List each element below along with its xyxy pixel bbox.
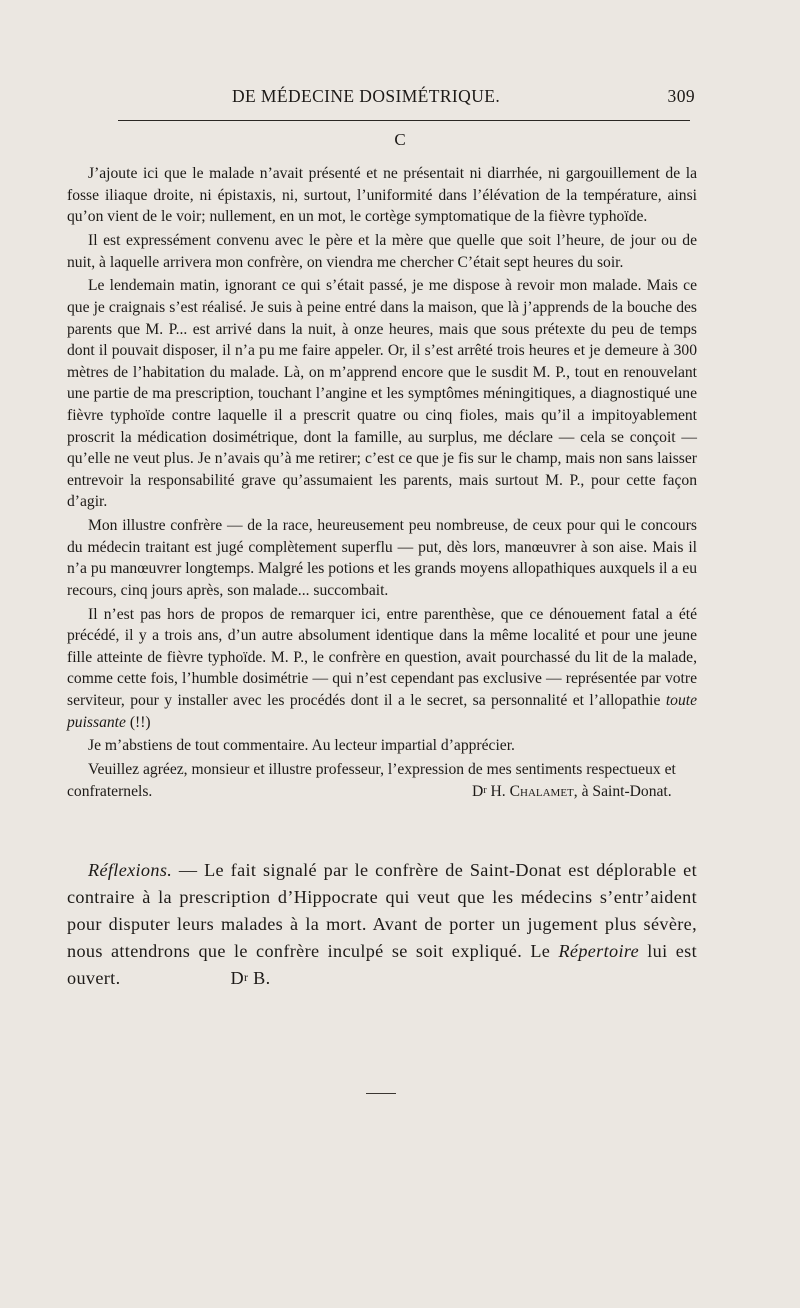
- header-rule: [118, 120, 690, 121]
- paragraph-text: (!!): [125, 713, 151, 731]
- signature-title: D: [230, 968, 244, 988]
- reflexions-text: lui est ouvert.: [67, 941, 697, 988]
- page-number: 309: [667, 86, 695, 106]
- journal-name: Répertoire: [558, 941, 640, 961]
- reflexions-text: — Le fait signalé par le confrère de Saint-Donat est déplorable et contraire à la prescription d’Hippocrate qui veut que les médecins s’entr’aident pour disputer leurs malades à la mort. Avant de porter un jugement plus sévère, nous attendrons que le confrère inculpé se soit expliqué. Le: [67, 860, 697, 961]
- reflexions-signature: [230, 968, 270, 988]
- end-rule: [366, 1093, 396, 1094]
- letter-paragraph: Le lendemain matin, ignorant ce qui s’était passé, je me dispose à revoir mon malade. Mais ce que je craignais s’est réalisé. Je suis à peine entré dans la maison, que là j’apprends de la bouche des parents que M. P... est arrivé dans la nuit, à onze heures, mais que sous prétexte du peu de temps dont il pouvait disposer, il n’a pu me faire appeler. Or, il s’est arrêté trois heures et je demeure à 300 mètres de l’habitation du malade. Là, on m’apprend encore que le susdit M. P., tout en renouvelant une partie de ma prescription, touchant l’angine et les symptômes méningitiques, a diagnostiqué une fièvre typhoïde contre laquelle il a prescrit quatre ou cinq fioles, mais qu’il a impitoyablement proscrit la médication dosimétrique, dont la famille, au surplus, me déclare — cela se conçoit — qu’elle ne veut plus. Je n’avais qu’à me retirer; c’est ce que je fis sur le champ, mais non sans laisser entrevoir la responsabilité grave qu’assumaient les parents, mais surtout M. P., pour cette façon d’agir.: [67, 277, 697, 511]
- letter-paragraph: Je m’abstiens de tout commentaire. Au lecteur impartial d’apprécier.: [88, 737, 515, 755]
- emphasis-text: toute puissante: [67, 692, 697, 731]
- signature-name: H. Chalamet: [490, 782, 574, 800]
- letter-closing: [67, 759, 697, 802]
- signature-name: B.: [248, 968, 271, 988]
- letter-paragraph: [67, 604, 697, 734]
- running-title: DE MÉDECINE DOSIMÉTRIQUE.: [232, 86, 501, 106]
- reflexions-label: Réflexions.: [88, 860, 173, 880]
- letter-paragraph: Mon illustre confrère — de la race, heureusement peu nombreuse, de ceux pour qui le concours du médecin traitant est jugé complètement superflu — put, dès lors, manœuvrer à son aise. Mais il n’a pu manœuvrer longtemps. Malgré les potions et les grands moyens allopathiques auxquels il a eu recours, cinq jours après, son malade... succombait.: [67, 517, 697, 599]
- closing-text: Veuillez agréez, monsieur et illustre professeur, l’expression de mes sentiments respectueux et confraternels.: [67, 761, 676, 800]
- signature-place: , à Saint-Donat.: [573, 782, 672, 800]
- signature-superscript: r: [483, 784, 487, 796]
- reflexions-paragraph: [67, 857, 697, 992]
- letter-paragraph: Il est expressément convenu avec le père et la mère que quelle que soit l’heure, de jour ou de nuit, à laquelle arrivera mon confrère, on viendra me chercher C’était sept heures du soir.: [67, 231, 697, 271]
- section-letter: C: [394, 130, 406, 149]
- signature-title: D: [472, 782, 484, 800]
- paragraph-text: Il n’est pas hors de propos de remarquer ici, entre parenthèse, que ce dénouement fatal a été précédé, il y a trois ans, d’un autre absolument identique dans la même localité et pour une jeune fille atteinte de fièvre typhoïde. M. P., le confrère en question, avait pourchassé du lit de la malade, comme cette fois, l’humble dosimétrie — qui n’est cependant pas exclusive — représentée par votre serviteur, pour y installer avec les procédés dont il a le secret, sa personnalité et l’allopathie: [67, 605, 697, 709]
- running-head: [67, 86, 695, 110]
- letter-body: [67, 163, 697, 805]
- signature-superscript: r: [243, 970, 249, 984]
- reflexions-section: [67, 857, 697, 992]
- letter-signature: [451, 781, 672, 803]
- letter-paragraph: J’ajoute ici que le malade n’avait présenté et ne présentait ni diarrhée, ni gargouillement de la fosse iliaque droite, ni épistaxis, ni, surtout, l’uniformité dans l’élévation de la température, ainsi qu’on vient de le voir; nullement, en un mot, le cortège symptomatique de la fièvre typhoïde.: [67, 165, 697, 226]
